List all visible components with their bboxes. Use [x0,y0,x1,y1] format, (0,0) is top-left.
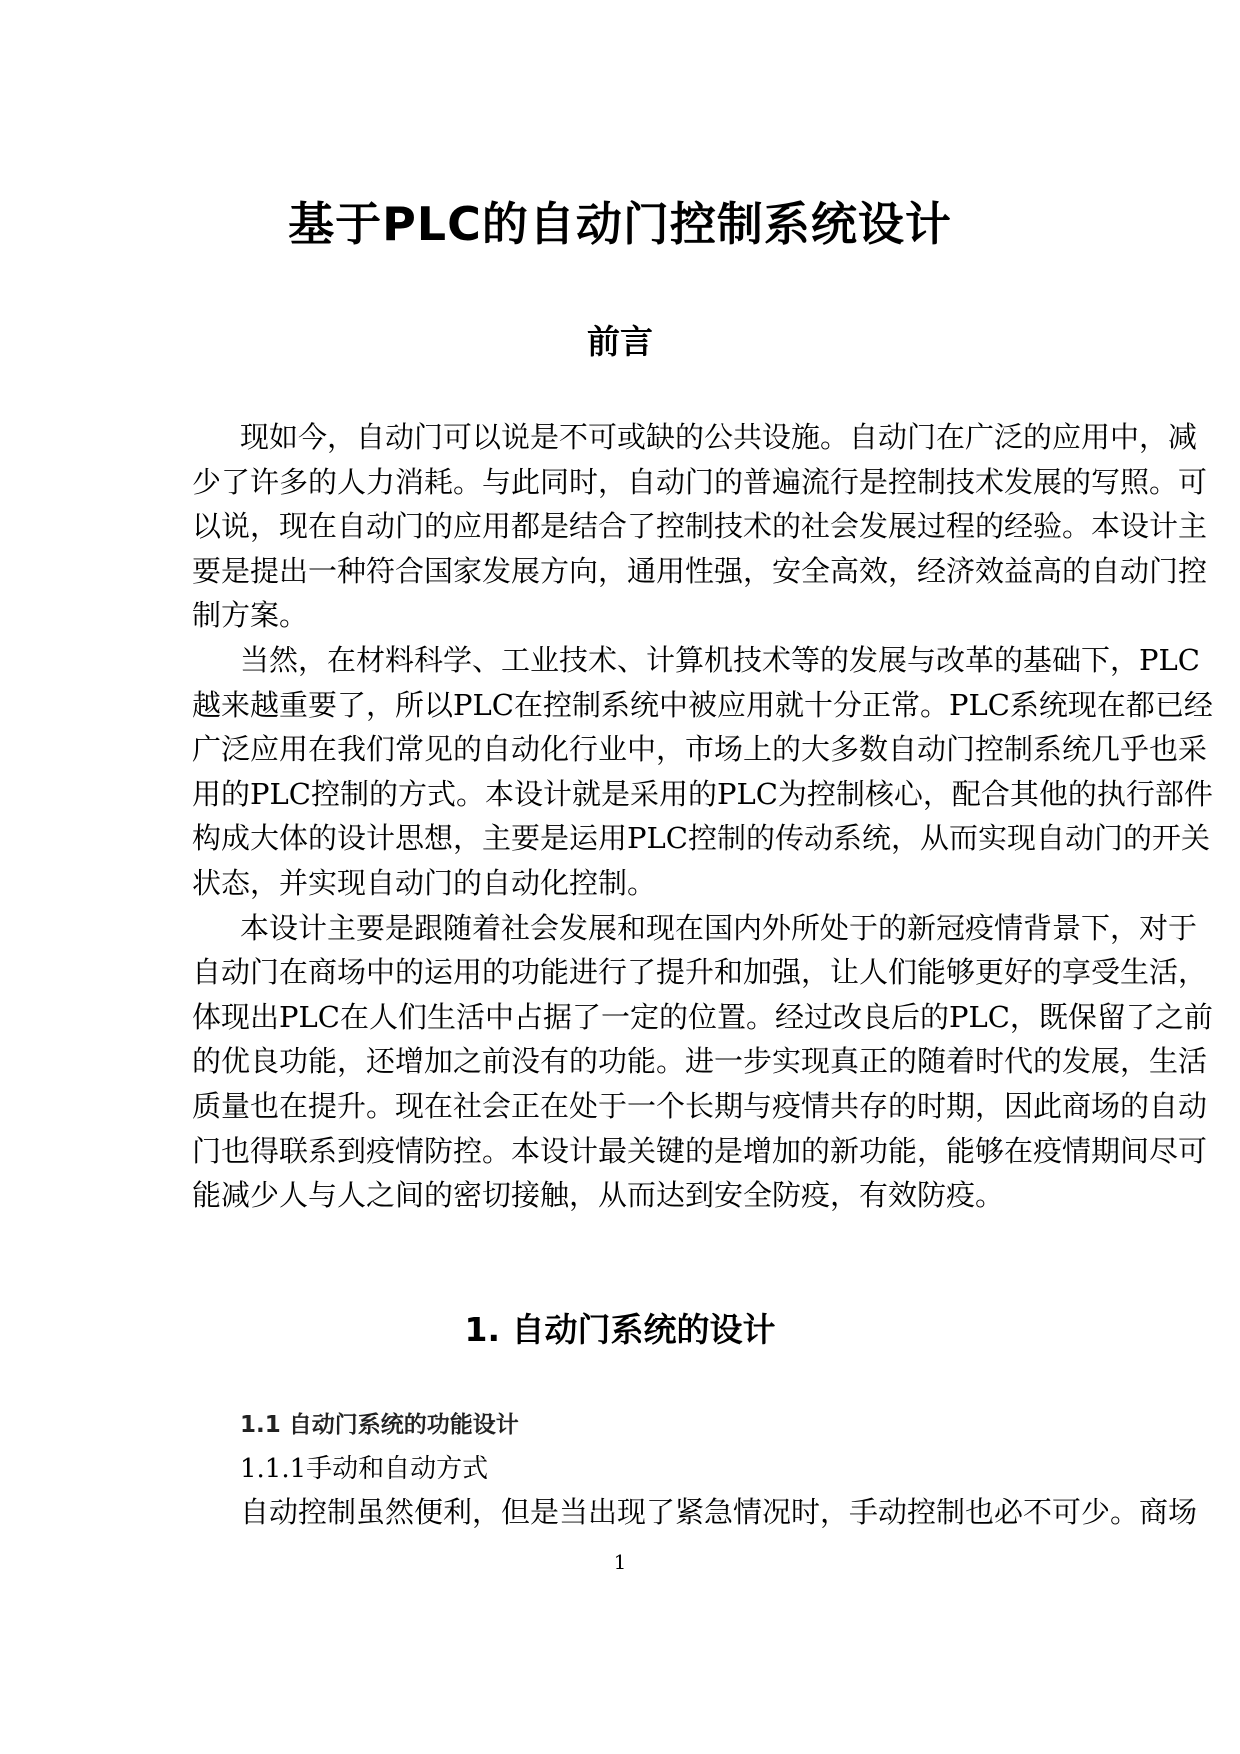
section-1-heading: 1. 自动门系统的设计 [464,1310,776,1349]
paragraph-line: 状态，并实现自动门的自动化控制。 [192,865,657,900]
paragraph-line: 越来越重要了，所以PLC在控制系统中被应用就十分正常。PLC系统现在都已经 [192,687,1213,722]
paragraph-line: 门也得联系到疫情防控。本设计最关键的是增加的新功能，能够在疫情期间尽可 [192,1133,1208,1168]
paragraph-line: 现如今，自动门可以说是不可或缺的公共设施。自动门在广泛的应用中，减 [240,420,1198,454]
paragraph-line: 的优良功能，还增加之前没有的功能。进一步实现真正的随着时代的发展，生活 [192,1044,1208,1079]
section-1-1-heading: 1.1 自动门系统的功能设计 [240,1412,519,1438]
paragraph-line: 要是提出一种符合国家发展方向，通用性强，安全高效，经济效益高的自动门控 [192,553,1208,588]
paragraph-line: 用的PLC控制的方式。本设计就是采用的PLC为控制核心，配合其他的执行部件 [192,776,1213,811]
page-number: 1 [613,1550,627,1574]
preface-body [192,415,1213,1218]
paragraph-line: 以说，现在自动门的应用都是结合了控制技术的社会发展过程的经验。本设计主 [192,509,1208,544]
paragraph-line: 当然，在材料科学、工业技术、计算机技术等的发展与改革的基础下，PLC [240,642,1200,677]
section-1-1-1-text: 自动控制虽然便利，但是当出现了紧急情况时，手动控制也必不可少。商场 [240,1495,1198,1529]
paragraph-line: 少了许多的人力消耗。与此同时，自动门的普遍流行是控制技术发展的写照。可 [192,464,1208,499]
paragraph-line: 本设计主要是跟随着社会发展和现在国内外所处于的新冠疫情背景下，对于 [240,910,1198,945]
paragraph-line: 制方案。 [192,598,309,633]
document-title: 基于PLC的自动门控制系统设计 [288,197,952,251]
paragraph-1 [192,415,1208,638]
paragraph-line: 质量也在提升。现在社会正在处于一个长期与疫情共存的时期，因此商场的自动 [192,1088,1208,1123]
paragraph-line: 广泛应用在我们常见的自动化行业中，市场上的大多数自动门控制系统几乎也采 [192,732,1208,767]
paragraph-line: 体现出PLC在人们生活中占据了一定的位置。经过改良后的PLC，既保留了之前 [192,999,1213,1034]
section-1-1-1-heading: 1.1.1手动和自动方式 [240,1454,489,1484]
paragraph-3 [192,906,1213,1218]
paragraph-line: 能减少人与人之间的密切接触，从而达到安全防疫，有效防疫。 [192,1178,1005,1213]
paragraph-line: 自动门在商场中的运用的功能进行了提升和加强，让人们能够更好的享受生活， [192,955,1208,990]
preface-heading: 前言 [587,322,653,361]
paragraph-line: 构成大体的设计思想，主要是运用PLC控制的传动系统，从而实现自动门的开关 [192,821,1210,856]
paragraph-2 [192,638,1213,906]
